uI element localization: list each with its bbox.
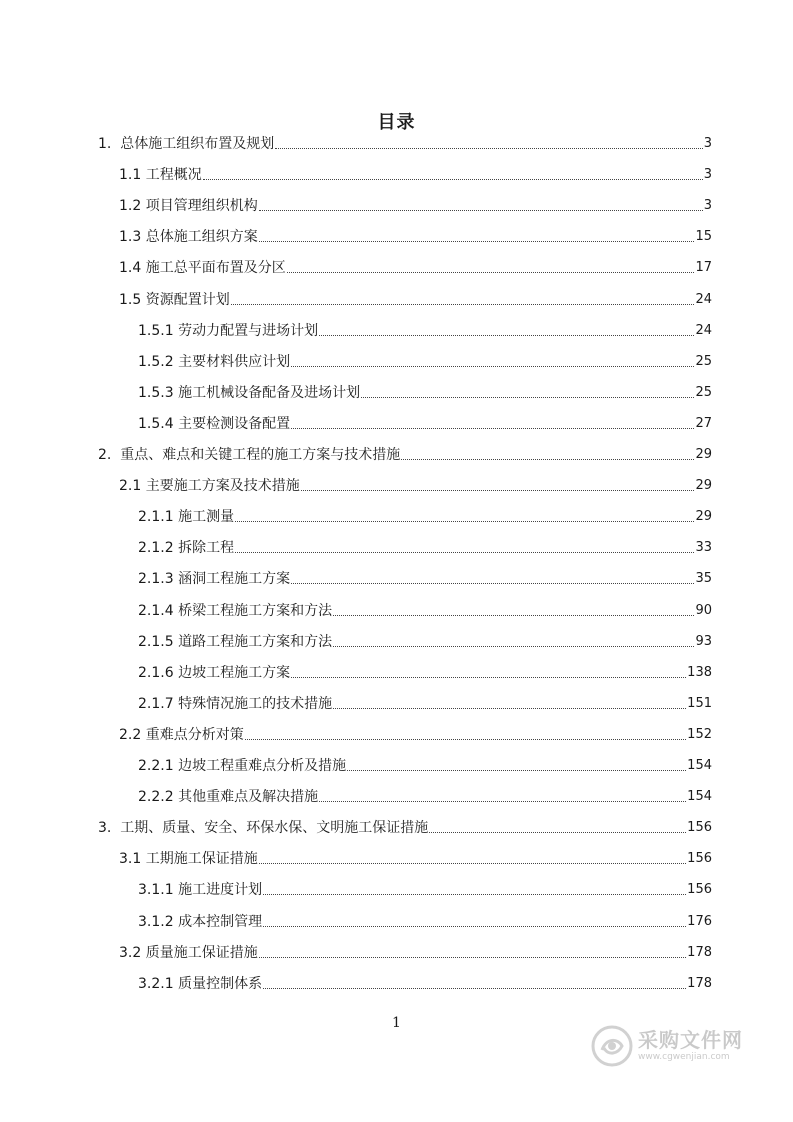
toc-entry-number: 2.1.6: [138, 664, 179, 681]
toc-entry-number: 3.1.1: [138, 882, 179, 899]
toc-dot-leader: [333, 615, 694, 616]
toc-entry-label: 其他重难点及解决措施: [178, 789, 319, 806]
toc-entry-number: 2.1.5: [138, 633, 179, 650]
toc-entry[interactable]: [119, 162, 712, 184]
toc-entry[interactable]: [119, 722, 712, 744]
toc-entry[interactable]: [138, 753, 712, 775]
toc-entry-page: 3: [703, 167, 712, 183]
cgwenjian-logo-icon: [590, 1024, 634, 1068]
toc-entry[interactable]: [138, 909, 712, 931]
toc-entry-number: 2.2.1: [138, 758, 179, 774]
toc-entry-number: 2.: [98, 447, 121, 463]
toc-entry-page: 154: [687, 758, 712, 773]
toc-entry-label: 工期、质量、安全、环保水保、文明施工保证措施: [120, 820, 429, 837]
toc-entry[interactable]: [138, 349, 712, 371]
toc-entry-page: 93: [695, 633, 712, 649]
toc-entry-number: 3.: [98, 820, 121, 837]
toc-dot-leader: [333, 646, 694, 647]
toc-entry[interactable]: [138, 535, 712, 557]
toc-entry[interactable]: [138, 504, 712, 526]
toc-entry[interactable]: [119, 255, 712, 277]
toc-entry-page: 156: [687, 882, 712, 898]
toc-dot-leader: [291, 583, 694, 584]
toc-entry-page: 156: [687, 851, 712, 867]
toc-entry-page: 151: [687, 695, 712, 711]
toc-entry-label: 重点、难点和关键工程的施工方案与技术措施: [120, 447, 401, 463]
toc-dot-leader: [263, 988, 686, 989]
toc-dot-leader: [259, 241, 695, 242]
toc-entry-page: 24: [695, 322, 712, 338]
toc-entry-page: 156: [687, 820, 712, 836]
toc-dot-leader: [361, 397, 694, 398]
toc-title: 目录: [377, 112, 416, 133]
toc-entry-number: 2.2.2: [138, 789, 179, 806]
toc-entry-page: 29: [695, 447, 712, 462]
toc-entry-label: 质量施工保证措施: [145, 944, 258, 961]
toc-entry-page: 178: [687, 944, 712, 960]
toc-entry-label: 主要材料供应计划: [178, 353, 291, 370]
toc-entry-label: 桥梁工程施工方案和方法: [178, 602, 333, 619]
toc-entry[interactable]: [138, 598, 712, 620]
toc-dot-leader: [291, 428, 694, 429]
watermark: [590, 1020, 750, 1072]
toc-entry-number: 1.5.1: [138, 322, 179, 339]
toc-dot-leader: [287, 272, 695, 273]
toc-entry[interactable]: [119, 846, 712, 868]
toc-entry-number: 1.2: [119, 198, 146, 215]
toc-entry[interactable]: [138, 784, 712, 806]
toc-entry-number: 1.5.2: [138, 353, 179, 370]
toc-entry[interactable]: [98, 131, 712, 153]
toc-entry-number: 2.1: [119, 478, 146, 495]
toc-entry-number: 2.1.1: [138, 509, 179, 526]
toc-entry-label: 重难点分析对策: [145, 726, 244, 743]
toc-dot-leader: [275, 148, 702, 149]
toc-entry[interactable]: [138, 877, 712, 899]
toc-entry[interactable]: [138, 411, 712, 433]
toc-entry-page: 152: [687, 726, 712, 742]
toc-entry-page: 154: [687, 789, 712, 805]
watermark-title: 采购文件网: [638, 1028, 743, 1052]
toc-dot-leader: [263, 926, 686, 927]
toc-entry-label: 拆除工程: [178, 540, 235, 557]
toc-dot-leader: [231, 304, 695, 305]
toc-dot-leader: [319, 335, 694, 336]
toc-dot-leader: [203, 179, 703, 180]
toc-entry-page: 35: [695, 571, 712, 587]
toc-entry-page: 90: [695, 602, 712, 618]
toc-entry-page: 15: [695, 229, 712, 245]
toc-entry-label: 特殊情况施工的技术措施: [178, 695, 333, 712]
toc-entry[interactable]: [119, 287, 712, 309]
toc-entry-label: 劳动力配置与进场计划: [178, 322, 319, 339]
toc-entry-number: 3.2.1: [138, 975, 179, 992]
toc-entry-label: 工期施工保证措施: [145, 851, 258, 868]
toc-entry[interactable]: [138, 629, 712, 651]
toc-entry[interactable]: [119, 224, 712, 246]
toc-entry[interactable]: [119, 473, 712, 495]
toc-entry-label: 总体施工组织布置及规划: [120, 136, 275, 152]
toc-entry[interactable]: [119, 193, 712, 215]
toc-dot-leader: [429, 832, 686, 833]
watermark-url: www.cgwenjian.com: [638, 1052, 730, 1062]
toc-entry-number: 2.1.2: [138, 540, 179, 557]
toc-entry-number: 3.1.2: [138, 913, 179, 930]
toc-entry-label: 涵洞工程施工方案: [178, 571, 291, 588]
toc-entry-number: 2.2: [119, 726, 146, 743]
toc-entry[interactable]: [98, 442, 712, 464]
toc-entry[interactable]: [138, 566, 712, 588]
toc-entry-number: 3.1: [119, 851, 146, 868]
toc-dot-leader: [319, 801, 686, 802]
toc-entry-number: 1.5: [119, 291, 146, 308]
toc-entry-number: 2.1.7: [138, 695, 179, 712]
toc-entry-page: 27: [695, 415, 712, 431]
toc-entry-number: 1.5.4: [138, 415, 179, 432]
toc-entry[interactable]: [138, 691, 712, 713]
toc-entry-page: 17: [695, 260, 712, 276]
toc-entry[interactable]: [138, 971, 712, 993]
toc-entry-label: 项目管理组织机构: [145, 198, 258, 215]
toc-dot-leader: [259, 957, 686, 958]
toc-entry-page: 24: [695, 291, 712, 307]
toc-entry-label: 边坡工程重难点分析及措施: [178, 758, 347, 774]
toc-entry-label: 成本控制管理: [178, 913, 263, 930]
toc-entry[interactable]: [138, 660, 712, 682]
toc-entry-page: 25: [695, 384, 712, 400]
toc-entry-label: 工程概况: [145, 167, 202, 184]
toc-entry-number: 1.: [98, 136, 121, 152]
toc-entry-label: 施工测量: [178, 509, 235, 526]
toc-entry-page: 25: [695, 353, 712, 369]
footer-page-number: 1: [392, 1015, 401, 1031]
toc-entry-page: 33: [695, 540, 712, 556]
toc-entry-page: 29: [695, 478, 712, 494]
toc-entry[interactable]: [138, 380, 712, 402]
toc-entry-page: 176: [687, 913, 712, 929]
toc-entry[interactable]: [138, 318, 712, 340]
toc-entry-page: 138: [687, 664, 712, 680]
toc-dot-leader: [263, 894, 686, 895]
toc-entry-number: 1.1: [119, 167, 146, 184]
toc-entry-label: 道路工程施工方案和方法: [178, 633, 333, 650]
toc-entry[interactable]: [98, 815, 712, 837]
toc-entry-number: 1.5.3: [138, 384, 179, 401]
toc-dot-leader: [401, 459, 694, 460]
toc-entry-page: 3: [703, 198, 712, 214]
toc-entry-page: 29: [695, 509, 712, 525]
toc-dot-leader: [291, 366, 694, 367]
toc-entry-label: 边坡工程施工方案: [178, 664, 291, 681]
toc-entry-label: 资源配置计划: [145, 291, 230, 308]
toc-entry-number: 1.3: [119, 229, 146, 246]
toc-entry-label: 主要检测设备配置: [178, 415, 291, 432]
toc-entry-number: 2.1.3: [138, 571, 179, 588]
toc-entry-label: 质量控制体系: [178, 975, 263, 992]
toc-entry-number: 2.1.4: [138, 602, 179, 619]
toc-dot-leader: [301, 490, 695, 491]
toc-entry-number: 3.2: [119, 944, 146, 961]
toc-entry-label: 施工总平面布置及分区: [145, 260, 286, 277]
toc-dot-leader: [259, 863, 686, 864]
toc-entry-label: 施工进度计划: [178, 882, 263, 899]
toc-dot-leader: [259, 210, 703, 211]
toc-dot-leader: [235, 521, 694, 522]
toc-dot-leader: [235, 552, 694, 553]
toc-dot-leader: [245, 739, 686, 740]
toc-entry-page: 178: [687, 975, 712, 991]
toc-entry-label: 施工机械设备配备及进场计划: [178, 384, 361, 401]
toc-entry-page: 3: [703, 136, 712, 151]
toc-entry[interactable]: [119, 940, 712, 962]
toc-dot-leader: [347, 770, 686, 771]
toc-dot-leader: [291, 677, 686, 678]
toc-entry-label: 主要施工方案及技术措施: [145, 478, 300, 495]
toc-dot-leader: [333, 708, 686, 709]
toc-entry-number: 1.4: [119, 260, 146, 277]
toc-entry-label: 总体施工组织方案: [145, 229, 258, 246]
